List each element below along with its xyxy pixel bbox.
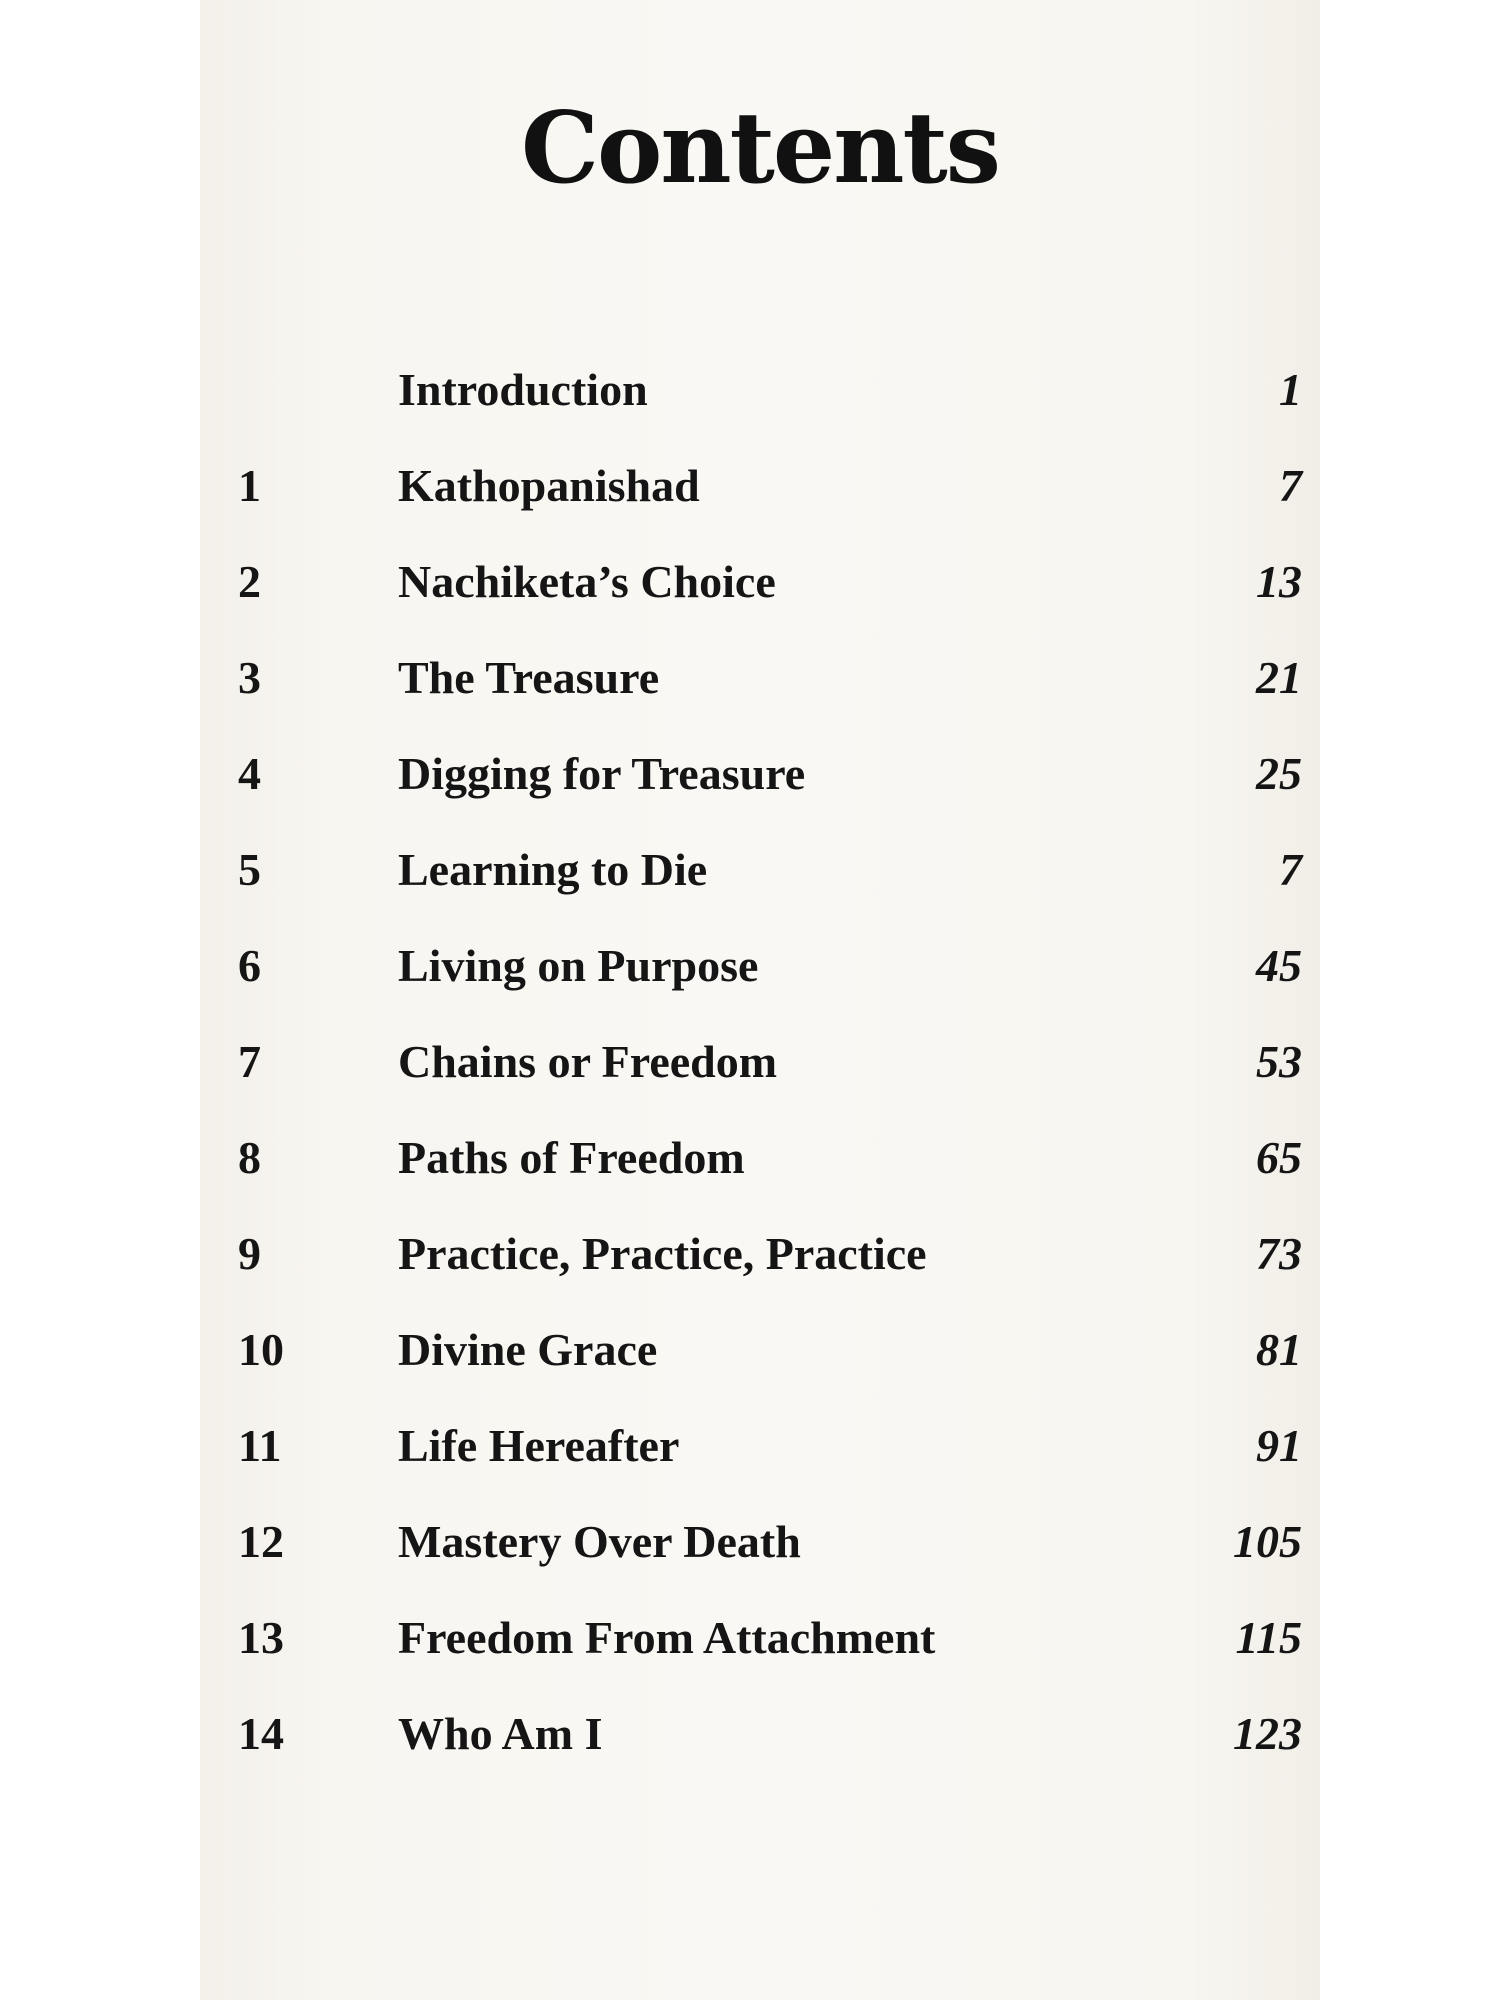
page-number: 115: [1235, 1612, 1302, 1663]
chapter-title: Nachiketa’s Choice: [398, 556, 776, 607]
toc-entry-10[interactable]: [0, 1315, 1500, 1385]
chapter-title: Learning to Die: [398, 844, 708, 895]
toc-entry-14[interactable]: [0, 1699, 1500, 1769]
chapter-title: Paths of Freedom: [398, 1132, 745, 1183]
toc-entry-4[interactable]: [0, 739, 1500, 809]
page-number: 7: [1279, 844, 1302, 895]
toc-entry-9[interactable]: [0, 1219, 1500, 1289]
chapter-number: 11: [238, 1420, 282, 1471]
page-number: 13: [1256, 556, 1302, 607]
chapter-number: 5: [238, 844, 261, 895]
chapter-number: 7: [238, 1036, 261, 1087]
chapter-title: The Treasure: [398, 652, 660, 703]
page-title: Contents: [521, 91, 999, 206]
chapter-title: Kathopanishad: [398, 460, 700, 511]
chapter-title: Mastery Over Death: [398, 1516, 801, 1567]
chapter-number: 10: [238, 1324, 284, 1375]
chapter-number: 6: [238, 940, 261, 991]
chapter-number: 8: [238, 1132, 261, 1183]
page-number: 25: [1256, 748, 1302, 799]
page-number: 123: [1233, 1708, 1302, 1759]
chapter-title: Freedom From Attachment: [398, 1612, 936, 1663]
page-number: 53: [1256, 1036, 1302, 1087]
chapter-title: Chains or Freedom: [398, 1036, 778, 1087]
toc-entry-5[interactable]: [0, 835, 1500, 905]
toc-entry-2[interactable]: [0, 547, 1500, 617]
chapter-number: 14: [238, 1708, 284, 1759]
chapter-number: 2: [238, 556, 261, 607]
toc-entry-3[interactable]: [0, 643, 1500, 713]
toc-entry-13[interactable]: [0, 1603, 1500, 1673]
toc-entry-11[interactable]: [0, 1411, 1500, 1481]
toc-entry-1[interactable]: [0, 451, 1500, 521]
toc-entry-introduction[interactable]: [0, 355, 1500, 425]
chapter-number: 3: [238, 652, 261, 703]
chapter-number: 13: [238, 1612, 284, 1663]
page-number: 7: [1279, 460, 1302, 511]
toc-entry-6[interactable]: [0, 931, 1500, 1001]
toc-entry-7[interactable]: [0, 1027, 1500, 1097]
page-number: 91: [1256, 1420, 1302, 1471]
chapter-title: Living on Purpose: [398, 940, 759, 991]
chapter-number: 9: [238, 1228, 261, 1279]
chapter-title: Digging for Treasure: [398, 748, 806, 799]
page-number: 1: [1279, 364, 1302, 415]
chapter-title: Introduction: [398, 364, 648, 415]
toc-entry-8[interactable]: [0, 1123, 1500, 1193]
page-number: 45: [1256, 940, 1302, 991]
page-number: 65: [1256, 1132, 1302, 1183]
chapter-title: Practice, Practice, Practice: [398, 1228, 927, 1279]
toc-entry-12[interactable]: [0, 1507, 1500, 1577]
page-number: 81: [1256, 1324, 1302, 1375]
chapter-number: 12: [238, 1516, 284, 1567]
page-number: 73: [1256, 1228, 1302, 1279]
chapter-number: 1: [238, 460, 261, 511]
chapter-title: Life Hereafter: [398, 1420, 680, 1471]
page-number: 21: [1256, 652, 1302, 703]
page-number: 105: [1233, 1516, 1302, 1567]
chapter-title: Divine Grace: [398, 1324, 658, 1375]
chapter-title: Who Am I: [398, 1708, 603, 1759]
chapter-number: 4: [238, 748, 261, 799]
